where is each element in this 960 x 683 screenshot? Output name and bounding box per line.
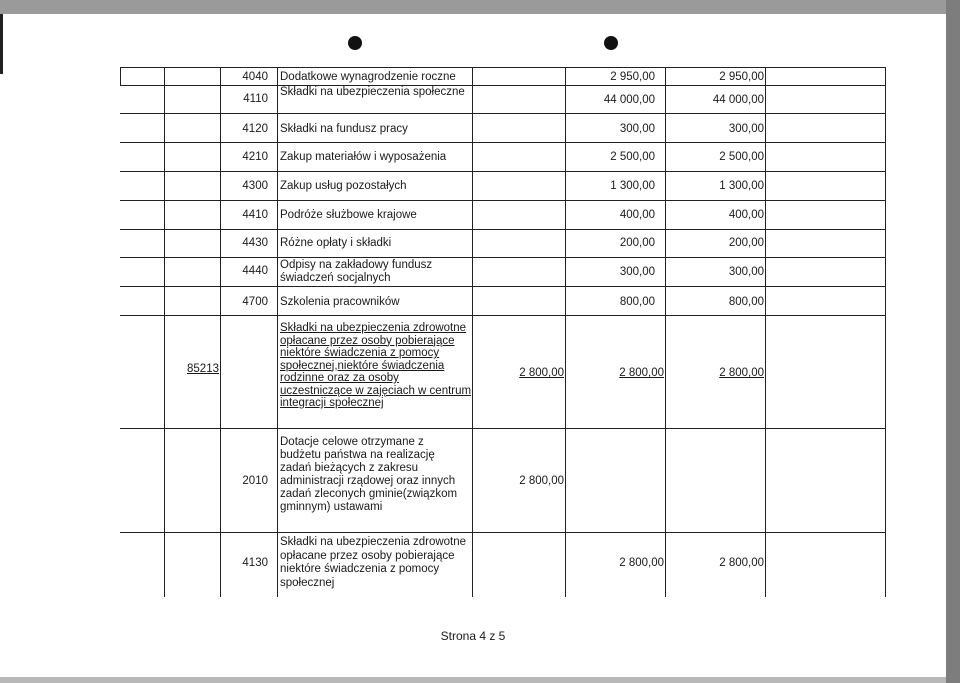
grid-line (120, 142, 886, 143)
scan-left-edge (0, 14, 3, 74)
row-plan: 400,00 (619, 209, 655, 221)
grid-line (885, 67, 886, 597)
expense-value-3: 2 800,00 (719, 557, 764, 569)
section-value-1: 2 800,00 (519, 367, 564, 379)
grid-line (220, 67, 221, 597)
row-code: 4040 (242, 71, 268, 83)
row-value: 400,00 (728, 209, 764, 221)
row-value: 300,00 (728, 266, 764, 278)
row-description: Różne opłaty i składki (280, 237, 392, 249)
budget-table (120, 67, 886, 597)
grid-line (120, 85, 886, 86)
grid-line (472, 67, 473, 597)
row-code: 4440 (242, 265, 268, 277)
row-description: Składki na fundusz pracy (280, 123, 408, 135)
row-value: 800,00 (728, 296, 764, 308)
table-top-border (120, 67, 886, 68)
grid-line (120, 257, 886, 258)
section-description: Składki na ubezpieczenia zdrowotne opłacane przez osoby pobierające niektóre świadczenia z pomocy społecznej,niektóre świadczenia rodzinne oraz za osoby uczestniczące w zajęciach w centrum integracji społecznej (280, 322, 472, 409)
scan-right-edge (946, 0, 960, 683)
expense-code: 4130 (242, 557, 268, 569)
grid-line (665, 67, 666, 597)
grid-line (120, 315, 886, 316)
grid-line (565, 67, 566, 597)
grid-line (277, 67, 278, 597)
row-plan: 2 950,00 (610, 71, 655, 83)
row-code: 4210 (242, 151, 268, 163)
punch-hole-left (348, 36, 362, 50)
row-value: 200,00 (728, 237, 764, 249)
row-description: Odpisy na zakładowy fundusz świadczeń socjalnych (280, 259, 433, 284)
row-plan: 300,00 (619, 123, 655, 135)
row-description: Zakup usług pozostałych (280, 180, 407, 192)
row-plan: 1 300,00 (610, 180, 655, 192)
page-footer: Strona 4 z 5 (440, 629, 506, 643)
grid-line (120, 171, 886, 172)
scan-top-edge (0, 0, 960, 14)
income-code: 2010 (242, 475, 268, 487)
section-value-2: 2 800,00 (619, 367, 664, 379)
expense-value-2: 2 800,00 (619, 557, 664, 569)
row-plan: 2 500,00 (610, 151, 655, 163)
row-code: 4300 (242, 180, 268, 192)
row-description: Dodatkowe wynagrodzenie roczne (280, 71, 456, 83)
row-code: 4120 (242, 123, 268, 135)
grid-line (120, 229, 886, 230)
row-plan: 44 000,00 (603, 94, 655, 106)
row-code: 4430 (242, 237, 268, 249)
row-value: 300,00 (728, 123, 764, 135)
punch-hole-right (604, 36, 618, 50)
row-code: 4700 (242, 296, 268, 308)
row-description: Zakup materiałów i wyposażenia (280, 151, 447, 163)
row-value: 2 500,00 (719, 151, 764, 163)
grid-line (120, 428, 886, 429)
row-description: Składki na ubezpieczenia społeczne (280, 86, 465, 98)
income-value: 2 800,00 (519, 475, 564, 487)
grid-line (120, 67, 121, 85)
grid-line (120, 532, 886, 533)
row-description: Podróże służbowe krajowe (280, 209, 417, 221)
row-plan: 300,00 (619, 266, 655, 278)
grid-line (120, 113, 886, 114)
section-value-3: 2 800,00 (719, 367, 764, 379)
row-code: 4410 (242, 209, 268, 221)
income-description: Dotacje celowe otrzymane z budżetu państwa na realizację zadań bieżących z zakresu administracji rządowej oraz innych zadań zleconych gminie(związkom gminnym) ustawami (280, 436, 458, 513)
row-value: 1 300,00 (719, 180, 764, 192)
row-code: 4110 (243, 93, 268, 105)
grid-line (765, 67, 766, 597)
row-plan: 800,00 (619, 296, 655, 308)
grid-line (164, 67, 165, 597)
expense-description: Składki na ubezpieczenia zdrowotne opłacane przez osoby pobierające niektóre świadczenia z pomocy społecznej (280, 536, 467, 589)
scan-bottom-edge (0, 677, 946, 683)
grid-line (120, 200, 886, 201)
row-value: 44 000,00 (712, 94, 764, 106)
row-value: 2 950,00 (719, 71, 764, 83)
row-description: Szkolenia pracowników (280, 296, 400, 308)
section-code: 85213 (187, 363, 219, 375)
row-plan: 200,00 (619, 237, 655, 249)
grid-line (120, 286, 886, 287)
